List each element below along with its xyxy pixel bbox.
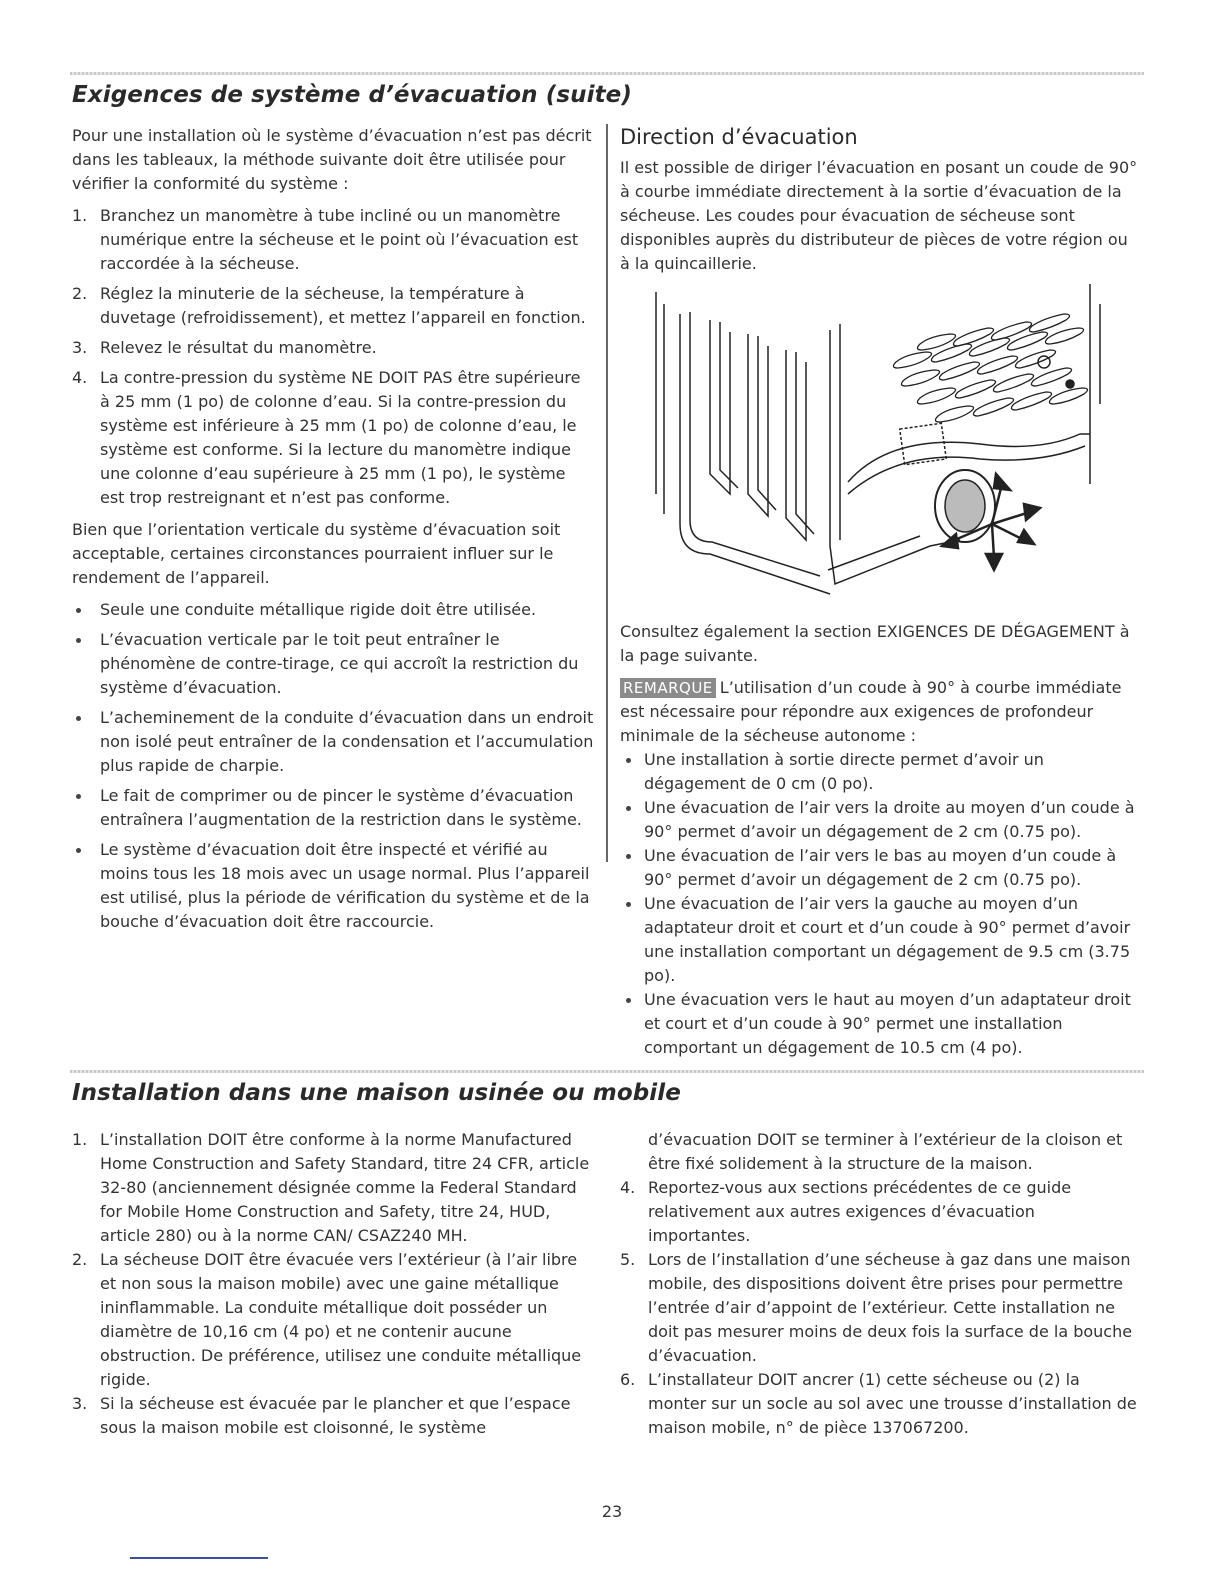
list-item: 1. L’installation DOIT être conforme à la norme Manufactured Home Construction and Safety Standard, titre 24 CFR, article 32-80 (anciennement désignée comme la Federal Standard for Mobile Home Construction and Safety, titre 24, HUD, article 280) ou à la norme CAN/ CSAZ240 MH. [72,1130,590,1245]
list-item: 4. Reportez-vous aux sections précédentes de ce guide relativement aux autres exigences d’évacuation importantes. [620,1178,1072,1245]
list-item: 2. La sécheuse DOIT être évacuée vers l’extérieur (à l’air libre et non sous la maison mobile) avec une gaine métallique ininflammable. La conduite métallique doit posséder un diamètre de 10,16 cm (4 po) et ne contenir aucune obstruction. De préférence, utilisez une conduite métallique rigide. [72,1250,582,1389]
list-item: Une évacuation de l’air vers la gauche au moyen d’un adaptateur droit et court et d’un coude à 90° permet d’avoir une installation comportant un dégagement de 9.5 cm (3.75 po). [620,892,1142,988]
exhaust-left-column [72,124,594,942]
column-divider [606,124,608,862]
test-steps-list [72,204,594,510]
consult-paragraph: Consultez également la section EXIGENCES DE DÉGAGEMENT à la page suivante. [620,622,1130,665]
page-number: 23 [601,1502,623,1521]
list-item: 3. Relevez le résultat du manomètre. [72,338,377,357]
direction-heading: Direction d’évacuation [620,125,858,149]
list-item: 1. Branchez un manomètre à tube incliné ou un manomètre numérique entre la sécheuse et le point où l’évacuation est raccordée à la sécheuse. [72,206,579,273]
item3-continuation: d’évacuation DOIT se terminer à l’extérieur de la cloison et être fixé solidement à la structure de la maison. [648,1130,1123,1173]
dryer-exhaust-illustration [620,284,1142,614]
mobile-list-left [72,1128,598,1440]
list-item: 2. Réglez la minuterie de la sécheuse, la température à duvetage (refroidissement), et mettez l’appareil en fonction. [72,284,586,327]
direction-column [620,124,1142,1068]
footer-line [130,1557,268,1559]
list-item: 5. Lors de l’installation d’une sécheuse à gaz dans une maison mobile, des dispositions doivent être prises pour permettre l’entrée d’air d’appoint de l’extérieur. Cette installation ne doit pas mesurer moins de deux fois la surface de la bouche d’évacuation. [620,1250,1133,1365]
top-rule [70,72,1144,75]
remarque-paragraph: REMARQUE L’utilisation d’un coude à 90° à courbe immédiate est nécessaire pour répondre aux exigences de profondeur minimale de la sécheuse autonome : [620,678,1122,745]
list-item: 3. Si la sécheuse est évacuée par le plancher et que l’espace sous la maison mobile est cloisonné, le système [72,1394,571,1437]
section-title-exhaust: Exigences de système d’évacuation (suite) [72,82,632,108]
list-item: 4. La contre-pression du système NE DOIT PAS être supérieure à 25 mm (1 po) de colonne d’eau. Si la contre-pression du système est inférieure à 25 mm (1 po) de colonne d’eau, le système est conforme. Si la lecture du manomètre indique une colonne d’eau supérieure à 25 mm (1 po), le système est trop restreignant et n’est pas conforme. [72,368,581,507]
intro-paragraph: Pour une installation où le système d’évacuation n’est pas décrit dans les tableaux, la méthode suivante doit être utilisée pour vérifier la conformité du système : [72,126,592,193]
list-item: Une évacuation de l’air vers la droite au moyen d’un coude à 90° permet d’avoir un dégagement de 2 cm (0.75 po). [620,796,1142,844]
mobile-left-column [72,1128,598,1448]
list-item: L’évacuation verticale par le toit peut entraîner le phénomène de contre-tirage, ce qui accroît la restriction du système d’évacuation. [72,628,594,700]
list-item: Le fait de comprimer ou de pincer le système d’évacuation entraînera l’augmentation de la restriction dans le système. [72,784,594,832]
list-item: Le système d’évacuation doit être inspecté et vérifié au moins tous les 18 mois avec un usage normal. Plus l’appareil est utilisé, plus la période de vérification du système et de la bouche d’évacuation doit être raccourcie. [72,838,594,934]
list-item: Une installation à sortie directe permet d’avoir un dégagement de 0 cm (0 po). [620,748,1142,796]
list-item: Une évacuation de l’air vers le bas au moyen d’un coude à 90° permet d’avoir un dégagement de 2 cm (0.75 po). [620,844,1142,892]
vertical-orientation-paragraph: Bien que l’orientation verticale du système d’évacuation soit acceptable, certaines circonstances pourraient influer sur le rendement de l’appareil. [72,520,561,587]
clearance-list [620,748,1142,1060]
remarque-badge: REMARQUE [620,678,716,698]
list-item: Seule une conduite métallique rigide doit être utilisée. [72,598,594,622]
exhaust-tips-list [72,598,594,934]
mobile-right-column [620,1128,1142,1448]
section-rule [70,1070,1144,1073]
list-item: L’acheminement de la conduite d’évacuation dans un endroit non isolé peut entraîner de la condensation et l’accumulation plus rapide de charpie. [72,706,594,778]
section-title-mobile-home: Installation dans une maison usinée ou mobile [72,1080,681,1106]
list-item: 6. L’installateur DOIT ancrer (1) cette sécheuse ou (2) la monter sur un socle au sol avec une trousse d’installation de maison mobile, n° de pièce 137067200. [620,1370,1137,1437]
mobile-list-right [620,1176,1142,1440]
list-item: Une évacuation vers le haut au moyen d’un adaptateur droit et court et d’un coude à 90° permet une installation comportant un dégagement de 10.5 cm (4 po). [620,988,1142,1060]
direction-paragraph: Il est possible de diriger l’évacuation en posant un coude de 90° à courbe immédiate directement à la sortie d’évacuation de la sécheuse. Les coudes pour évacuation de sécheuse sont disponibles auprès du distributeur de pièces de votre région ou à la quincaillerie. [620,158,1138,273]
